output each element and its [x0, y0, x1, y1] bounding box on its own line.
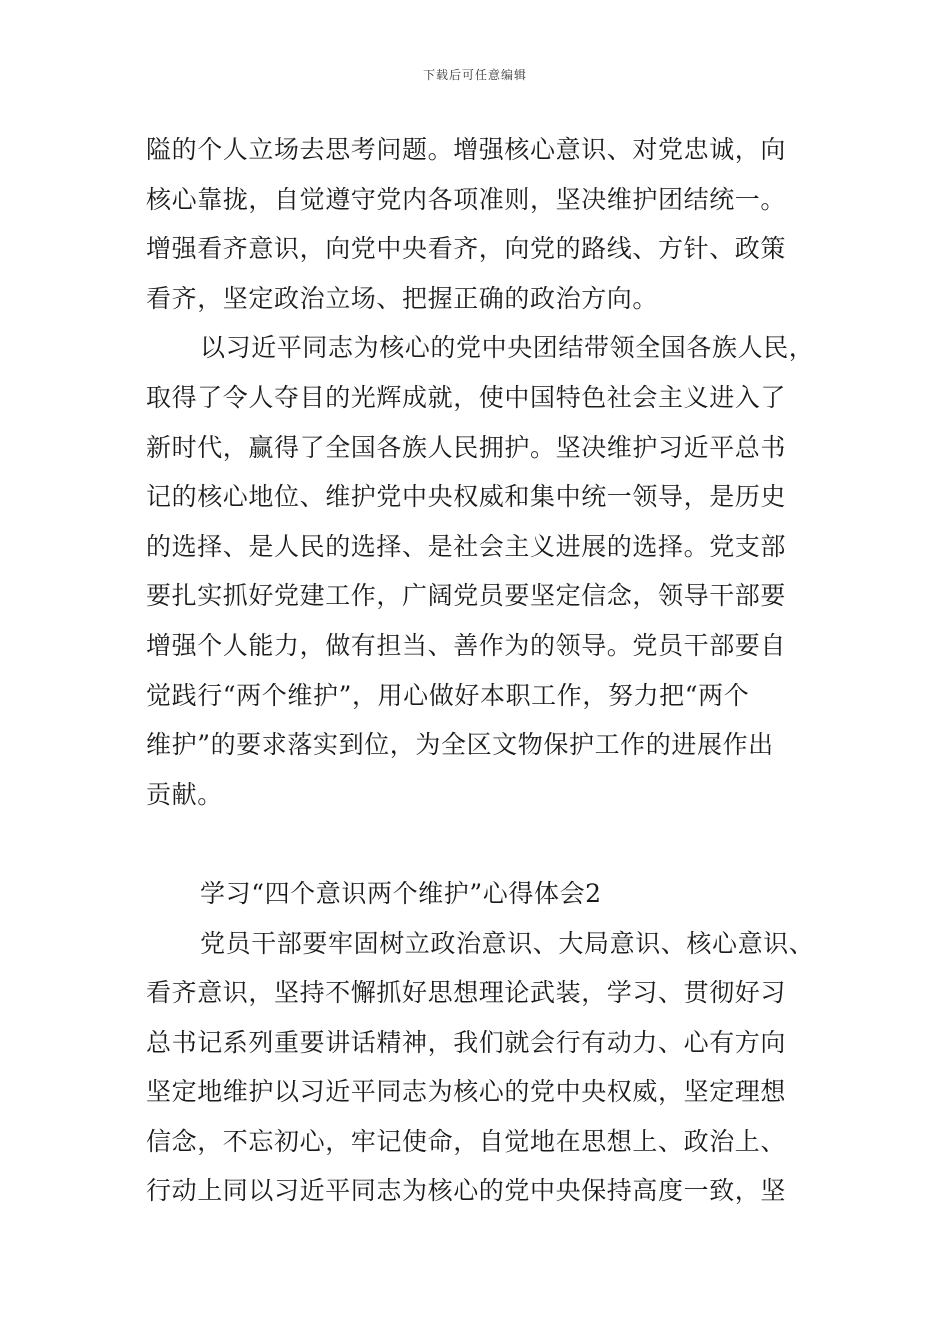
text-line: 新时代，赢得了全国各族人民拥护。坚决维护习近平总书	[146, 432, 787, 462]
blank-line	[146, 819, 826, 869]
paragraph	[146, 323, 826, 819]
text-line: 坚定地维护以习近平同志为核心的党中央权威，坚定理想	[146, 1077, 787, 1107]
text-line: 核心靠拢，自觉遵守党内各项准则，坚决维护团结统一。	[146, 184, 787, 214]
text-line: 总书记系列重要讲话精神，我们就会行有动力、心有方向	[146, 1027, 787, 1057]
text-line: 觉践行“两个维护”，用心做好本职工作，努力把“两个	[146, 680, 750, 710]
page-header: 下载后可任意编辑	[422, 68, 527, 82]
section-title: 学习“四个意识两个维护”心得体会2	[200, 878, 602, 908]
document-body	[146, 125, 826, 1216]
text-line: 隘的个人立场去思考问题。增强核心意识、对党忠诚，向	[146, 135, 787, 164]
text-line: 看齐，坚定政治立场、把握正确的政治方向。	[146, 283, 659, 313]
text-line: 维护”的要求落实到位，为全区文物保护工作的进展作出	[146, 730, 774, 760]
text-line: 看齐意识，坚持不懈抓好思想理论武装，学习、贯彻好习	[146, 978, 787, 1008]
text-line: 记的核心地位、维护党中央权威和集中统一领导，是历史	[146, 482, 787, 512]
text-line: 以习近平同志为核心的党中央团结带领全国各族人民，	[200, 333, 815, 363]
text-line: 信念，不忘初心，牢记使命，自觉地在思想上、政治上、	[146, 1126, 787, 1156]
text-line: 取得了令人夺目的光辉成就，使中国特色社会主义进入了	[146, 382, 787, 412]
text-line: 要扎实抓好党建工作，广阔党员要坚定信念，领导干部要	[146, 581, 787, 611]
text-line: 增强个人能力，做有担当、善作为的领导。党员干部要自	[146, 630, 787, 660]
text-line: 贡献。	[146, 779, 223, 809]
text-line: 行动上同以习近平同志为核心的党中央保持高度一致，坚	[146, 1176, 787, 1206]
text-line: 党员干部要牢固树立政治意识、大局意识、核心意识、	[200, 928, 815, 958]
paragraph	[146, 919, 826, 1217]
text-line: 的选择、是人民的选择、是社会主义进展的选择。党支部	[146, 531, 787, 561]
paragraph-continuation	[146, 125, 826, 323]
text-line: 增强看齐意识，向党中央看齐，向党的路线、方针、政策	[146, 234, 787, 264]
